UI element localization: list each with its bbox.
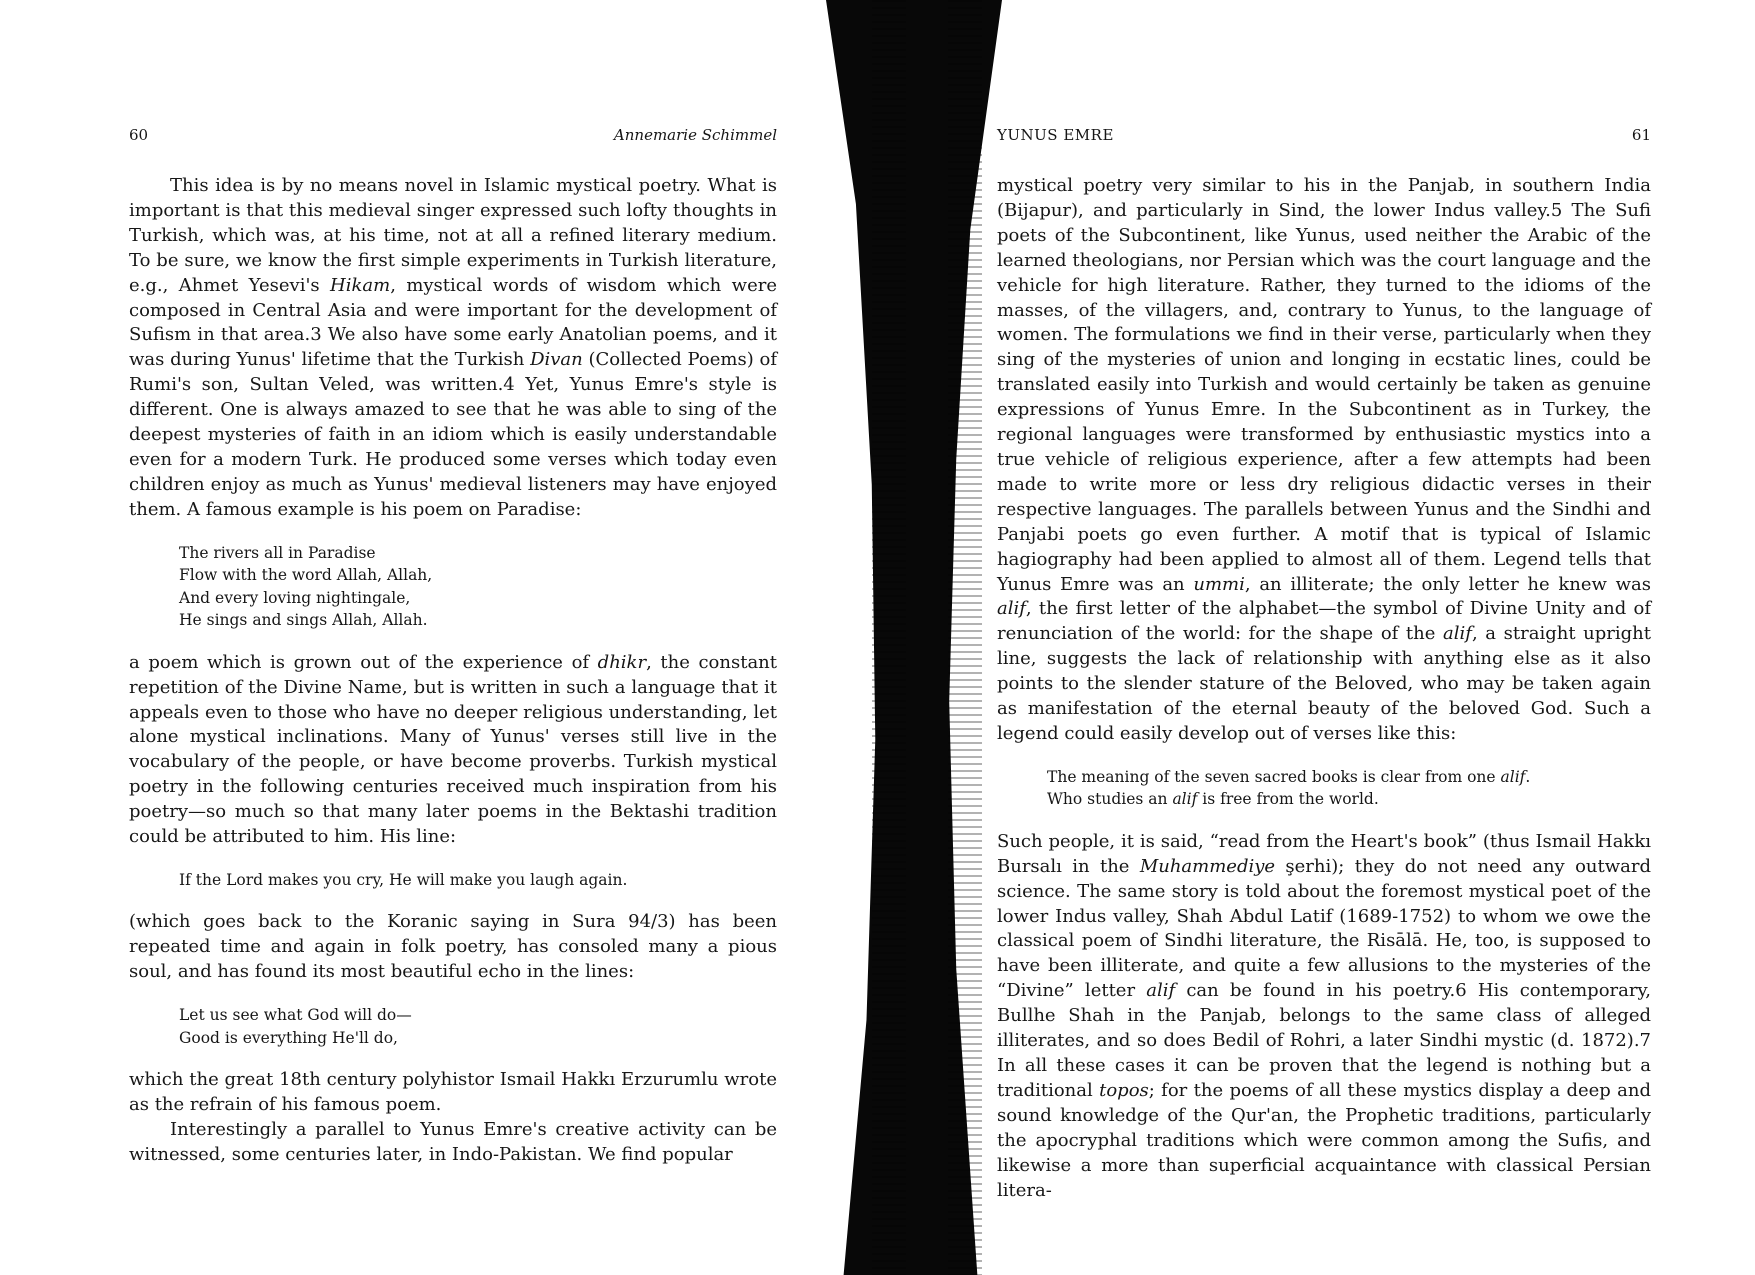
verse-line: Good is everything He'll do, xyxy=(179,1028,398,1047)
paragraph: This idea is by no means novel in Islamic mystical poetry. What is important is that this medieval singer expressed such lofty thoughts in Turkish, which was, at his time, not at all a refined literary medium. To be sure, we know the first simple experiments in Turkish literature, e.g., Ahmet Yesevi's Hikam, mystical words of wisdom which were composed in Central Asia and were important for the development of Sufism in that area.3 We also have some early Anatolian poems, and it was during Yunus' lifetime that the Turkish Divan (Collected Poems) of Rumi's son, Sultan Veled, was written.4 Yet, Yunus Emre's style is different. One is always amazed to see that he was able to sing of the deepest mysteries of faith in an idiom which is easily understandable even for a modern Turk. He produced some verses which today even children enjoy as much as Yunus' medieval listeners may have enjoyed them. A famous example is his poem on Paradise: xyxy=(129,175,778,520)
verse-line: If the Lord makes you cry, He will make you laugh again. xyxy=(179,870,628,889)
verse-line: And every loving nightingale, xyxy=(179,588,411,607)
verse-god-will-do xyxy=(179,1004,777,1049)
right-page xyxy=(990,0,1755,1275)
page-number-left: 60 xyxy=(129,126,149,144)
paragraph: (which goes back to the Koranic saying in Sura 94/3) has been repeated time and again in folk poetry, has consoled many a pious soul, and has found its most beautiful echo in the lines: xyxy=(129,911,777,983)
page-number-right: 61 xyxy=(1631,126,1651,144)
left-page xyxy=(0,0,826,1275)
verse-line: Flow with the word Allah, Allah, xyxy=(179,566,433,585)
paragraph: mystical poetry very similar to his in the Panjab, in southern India (Bijapur), and particularly in Sind, the lower Indus valley.5 The Sufi poets of the Subcontinent, like Yunus, used neither the Arabic of the learned theologians, nor Persian which was the court language and the vehicle for high literature. Rather, they turned to the idioms of the masses, of the villagers, and, contrary to Yunus, to the language of women. The formulations we find in their verse, particularly when they sing of the mysteries of union and longing in ecstatic lines, could be translated easily into Turkish and would certainly be taken as genuine expressions of Yunus Emre. In the Subcontinent as in Turkey, the regional languages were transformed by enthusiastic mystics into a true vehicle of religious experience, after a few attempts had been made to write more or less dry religious didactic verses in their respective languages. The parallels between Yunus and the Sindhi and Panjabi poets go even further. A motif that is typical of Islamic hagiography had been applied to almost all of them. Legend tells that Yunus Emre was an ummi, an illiterate; the only letter he knew was alif, the first letter of the alphabet—the symbol of Divine Unity and of renunciation of the world: for the shape of the alif, a straight upright line, suggests the lack of relationship with anything else as it also points to the slender stature of the Beloved, who may be taken again as manifestation of the eternal beauty of the beloved God. Such a legend could easily develop out of verses like this: xyxy=(997,175,1651,744)
running-head-author: Annemarie Schimmel xyxy=(613,126,777,144)
verse-line: He sings and sings Allah, Allah. xyxy=(179,611,428,630)
verse-cry-laugh xyxy=(179,869,777,892)
verse-line: Who studies an alif is free from the world. xyxy=(1047,790,1379,809)
right-body-text xyxy=(997,174,1651,1203)
verse-line: The rivers all in Paradise xyxy=(179,543,376,562)
paragraph: Interestingly a parallel to Yunus Emre's creative activity can be witnessed, some centuries later, in Indo-Pakistan. We find popular xyxy=(129,1118,777,1165)
verse-paradise xyxy=(179,542,777,632)
verse-line: The meaning of the seven sacred books is clear from one alif. xyxy=(1047,767,1531,786)
verse-alif xyxy=(1047,766,1651,811)
gutter-speckle-right xyxy=(948,0,982,1275)
left-body-text xyxy=(129,174,777,1168)
paragraph: Such people, it is said, “read from the Heart's book” (thus Ismail Hakkı Bursalı in the Muhammediye şerhi); they do not need any outward science. The same story is told about the foremost mystical poet of the lower Indus valley, Shah Abdul Latif (1689-1752) to whom we owe the classical poem of Sindhi literature, the Risālā. He, too, is supposed to have been illiterate, and quite a few allusions to the mysteries of the “Divine” letter alif can be found in his poetry.6 His contemporary, Bullhe Shah in the Panjab, belongs to the same class of alleged illiterates, and so does Bedil of Rohri, a later Sindhi mystic (d. 1872).7 In all these cases it can be proven that the legend is nothing but a traditional topos; for the poems of all these mystics display a deep and sound knowledge of the Qur'an, the Prophetic traditions, particularly the apocryphal traditions which were common among the Sufis, and likewise a more than superficial acquaintance with classical Persian litera- xyxy=(997,830,1652,1201)
running-head-title: YUNUS EMRE xyxy=(997,126,1114,144)
paragraph: which the great 18th century polyhistor Ismail Hakkı Erzurumlu wrote as the refrain of his famous poem. xyxy=(129,1069,777,1116)
paragraph: a poem which is grown out of the experience of dhikr, the constant repetition of the Divine Name, but is written in such a language that it appeals even to those who have no deeper religious understanding, let alone mystical inclinations. Many of Yunus' verses still live in the vocabulary of the people, or have become proverbs. Turkish mystical poetry in the following centuries received much inspiration from his poetry—so much so that many later poems in the Bektashi tradition could be attributed to him. His line: xyxy=(129,651,778,848)
verse-line: Let us see what God will do— xyxy=(179,1006,412,1025)
gutter-speckle-left xyxy=(872,0,906,1275)
